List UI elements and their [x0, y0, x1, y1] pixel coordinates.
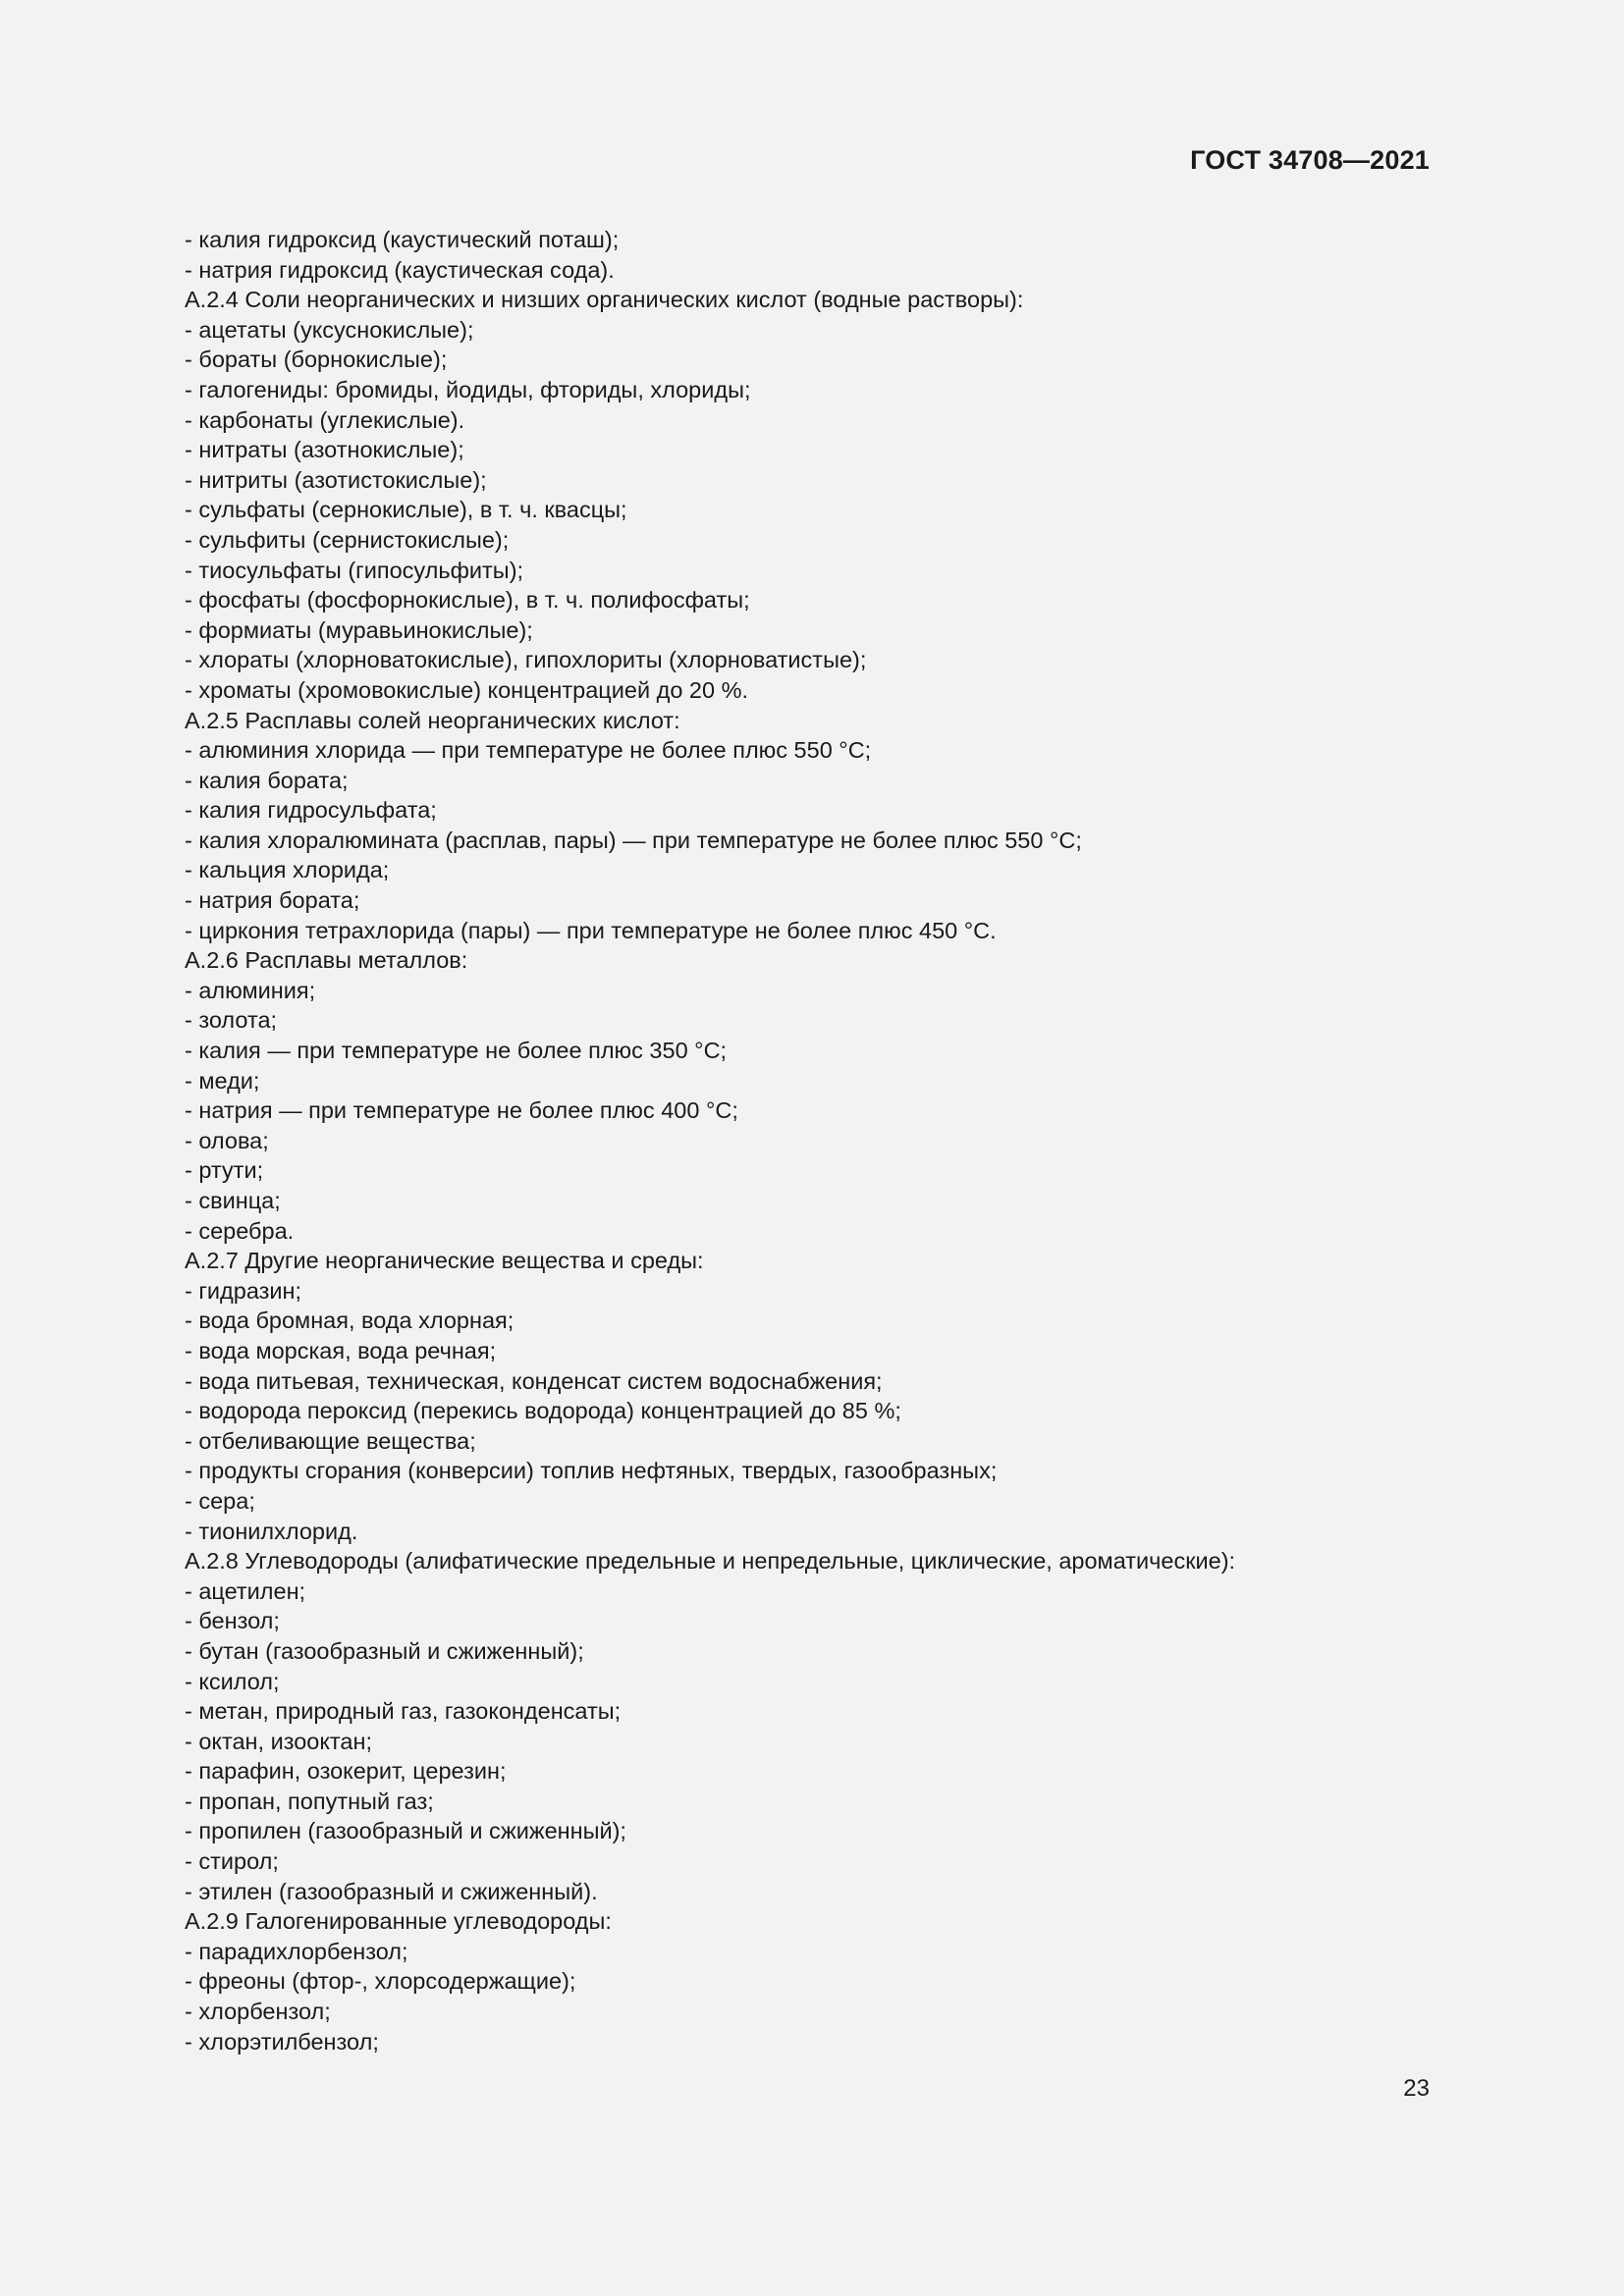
text-line: - нитраты (азотнокислые); — [185, 437, 464, 463]
text-line: - сера; — [185, 1487, 255, 1514]
page-number: 23 — [1403, 2075, 1430, 2102]
text-line: - вода бромная, вода хлорная; — [185, 1308, 514, 1334]
text-line: - калия бората; — [185, 767, 349, 793]
text-line: - тионилхлорид. — [185, 1518, 358, 1544]
text-line: - хроматы (хромовокислые) концентрацией до 20 %. — [185, 676, 749, 703]
text-line: - продукты сгорания (конверсии) топлив нефтяных, твердых, газообразных; — [185, 1458, 998, 1484]
text-line: - сульфиты (сернистокислые); — [185, 526, 510, 553]
text-line: - сульфаты (сернокислые), в т. ч. квасцы; — [185, 497, 627, 523]
text-line: - кальция хлорида; — [185, 857, 390, 883]
text-line: - меди; — [185, 1067, 260, 1094]
text-line: - вода морская, вода речная; — [185, 1337, 497, 1363]
text-line: - ртути; — [185, 1157, 264, 1184]
text-line: - ацетаты (уксуснокислые); — [185, 316, 474, 343]
text-line: - пропан, попутный газ; — [185, 1788, 434, 1814]
text-line: - калия — при температуре не более плюс 350 °С; — [185, 1038, 728, 1064]
text-line: - бензол; — [185, 1608, 280, 1634]
text-line: - этилен (газообразный и сжиженный). — [185, 1878, 598, 1904]
text-line: - ксилол; — [185, 1668, 280, 1694]
text-line: - золота; — [185, 1007, 278, 1034]
text-line: - парадихлорбензол; — [185, 1938, 408, 1964]
text-line: - метан, природный газ, газоконденсаты; — [185, 1698, 622, 1725]
text-line: - отбеливающие вещества; — [185, 1427, 476, 1454]
text-line: - формиаты (муравьинокислые); — [185, 616, 533, 643]
text-line: - хлорэтилбензол; — [185, 2028, 379, 2055]
text-line: - натрия — при температуре не более плюс 400 °С; — [185, 1097, 738, 1124]
text-line: - хлораты (хлорноватокислые), гипохлориты (хлорноватистые); — [185, 647, 867, 673]
text-line: - циркония тетрахлорида (пары) — при температуре не более плюс 450 °С. — [185, 917, 997, 943]
text-line: А.2.8 Углеводороды (алифатические предельные и непредельные, циклические, ароматические): — [185, 1548, 1236, 1575]
document-header-id: ГОСТ 34708—2021 — [1190, 145, 1430, 175]
text-line: - ацетилен; — [185, 1577, 306, 1604]
text-line: - хлорбензол; — [185, 1999, 331, 2025]
text-line: - бутан (газообразный и сжиженный); — [185, 1637, 584, 1664]
text-line: - фосфаты (фосфорнокислые), в т. ч. полифосфаты; — [185, 587, 750, 614]
text-line: - алюминия; — [185, 977, 316, 1003]
text-line: - фреоны (фтор-, хлорсодержащие); — [185, 1968, 576, 1995]
text-line: - карбонаты (углекислые). — [185, 406, 465, 433]
text-line: - октан, изооктан; — [185, 1728, 372, 1754]
text-line: - стирол; — [185, 1848, 279, 1875]
text-line: - бораты (борнокислые); — [185, 347, 448, 373]
text-line: А.2.9 Галогенированные углеводороды: — [185, 1908, 612, 1935]
text-line: - тиосульфаты (гипосульфиты); — [185, 557, 524, 583]
text-line: - натрия бората; — [185, 887, 360, 914]
text-line: - пропилен (газообразный и сжиженный); — [185, 1818, 626, 1844]
text-line: - парафин, озокерит, церезин; — [185, 1758, 507, 1785]
text-line: - вода питьевая, техническая, конденсат систем водоснабжения; — [185, 1367, 883, 1394]
text-line: - нитриты (азотистокислые); — [185, 466, 487, 493]
text-line: - серебра. — [185, 1217, 295, 1244]
text-line: - свинца; — [185, 1188, 281, 1213]
text-line: А.2.4 Соли неорганических и низших органических кислот (водные растворы): — [185, 287, 1024, 313]
text-line: - галогениды: бромиды, йодиды, фториды, хлориды; — [185, 376, 751, 402]
text-line: - калия гидросульфата; — [185, 797, 437, 824]
text-line: - алюминия хлорида — при температуре не более плюс 550 °С; — [185, 737, 872, 764]
text-line: - натрия гидроксид (каустическая сода). — [185, 256, 615, 283]
text-line: - калия хлоралюмината (расплав, пары) — при температуре не более плюс 550 °С; — [185, 827, 1082, 853]
text-line: - калия гидроксид (каустический поташ); — [185, 227, 620, 252]
document-body — [185, 225, 1432, 2056]
text-line: - водорода пероксид (перекись водорода) концентрацией до 85 %; — [185, 1398, 901, 1424]
text-line: А.2.7 Другие неорганические вещества и среды: — [185, 1248, 704, 1274]
text-line: А.2.6 Расплавы металлов: — [185, 947, 468, 974]
text-line: - гидразин; — [185, 1277, 302, 1304]
text-line: А.2.5 Расплавы солей неорганических кислот: — [185, 707, 680, 733]
text-line: - олова; — [185, 1127, 269, 1153]
